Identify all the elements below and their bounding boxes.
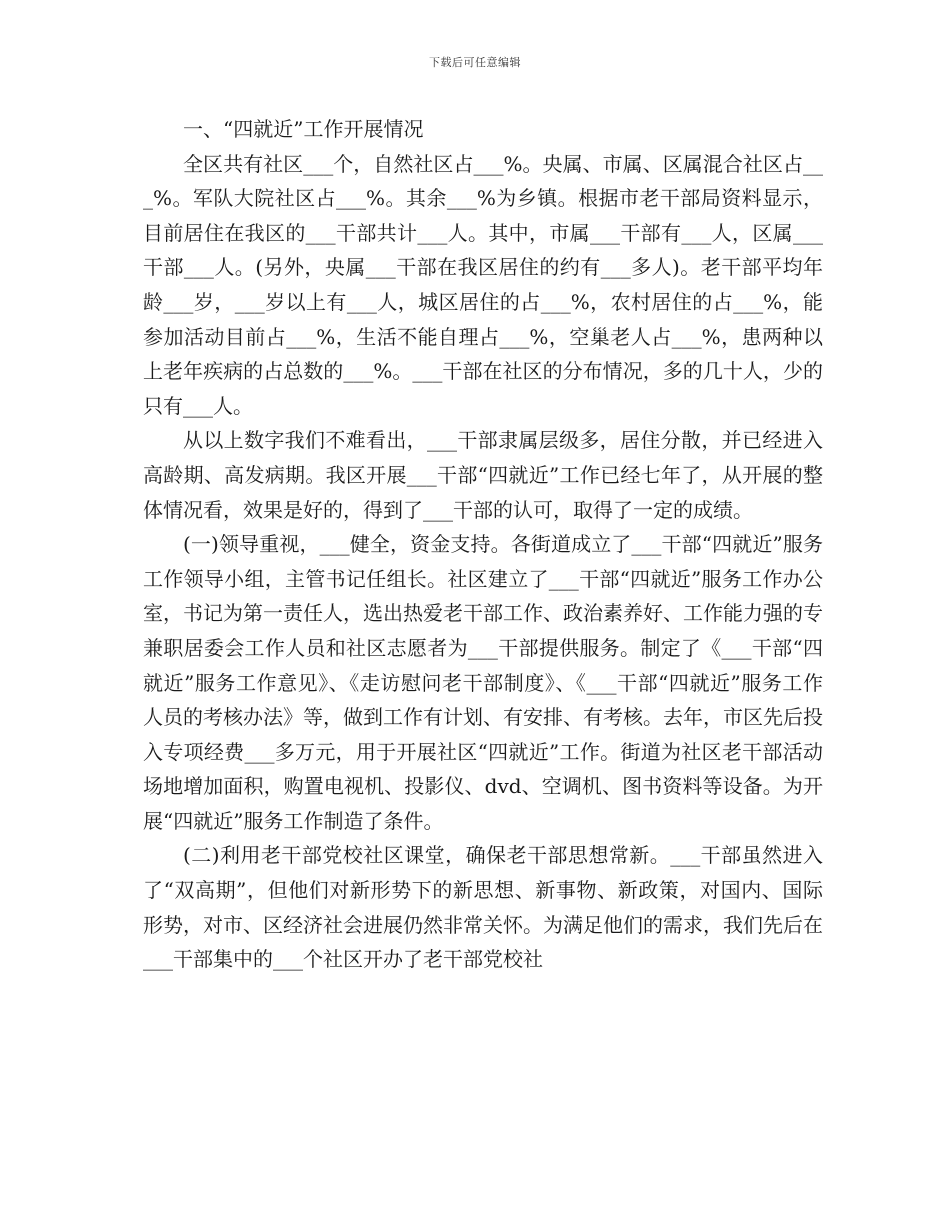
paragraph-party-school: (二)利用老干部党校社区课堂，确保老干部思想常新。___干部虽然进入了“双高期”，但他们对新形势下的新思想、新事物、新政策，对国内、国际形势，对市、区经济社会进展仍然非常关怀。为满足他们的需求，我们先后在___干部集中的___个社区开办了老干部党校社 bbox=[143, 843, 823, 972]
paragraph-analysis: 从以上数字我们不难看出，___干部隶属层级多，居住分散，并已经进入高龄期、高发病期。我区开展___干部“四就近”工作已经七年了，从开展的整体情况看，效果是好的，得到了___干部的认可，取得了一定的成绩。 bbox=[143, 428, 823, 522]
document-body bbox=[143, 112, 823, 977]
section-heading: 一、“四就近”工作开展情况 bbox=[183, 117, 424, 141]
paragraph-leadership: (一)领导重视，___健全，资金支持。各街道成立了___干部“四就近”服务工作领导小组，主管书记任组长。社区建立了___干部“四就近”服务工作办公室，书记为第一责任人，选出热爱老干部工作、政治素养好、工作能力强的专兼职居委会工作人员和社区志愿者为___干部提供服务。制定了《___干部“四就近”服务工作意见》、《走访慰问老干部制度》、《___干部“四就近”服务工作人员的考核办法》等，做到工作有计划、有安排、有考核。去年，市区先后投入专项经费___多万元，用于开展社区“四就近”工作。街道为社区老干部活动场地增加面积，购置电视机、投影仪、dvd、空调机、图书资料等设备。为开展“四就近”服务工作制造了条件。 bbox=[143, 532, 823, 833]
paragraph-statistics: 全区共有社区___个，自然社区占___%。央属、市属、区属混合社区占___%。军队大院社区占___%。其余___%为乡镇。根据市老干部局资料显示，目前居住在我区的___干部共计___人。其中，市属___干部有___人，区属___干部___人。(另外，央属___干部在我区居住的约有___多人)。老干部平均年龄___岁，___岁以上有___人，城区居住的占___%，农村居住的占___%，能参加活动目前占___%，生活不能自理占___%，空巢老人占___%，患两种以上老年疾病的占总数的___%。___干部在社区的分布情况，多的几十人，少的只有___人。 bbox=[143, 151, 823, 418]
page-header: 下载后可任意编辑 bbox=[429, 56, 521, 69]
